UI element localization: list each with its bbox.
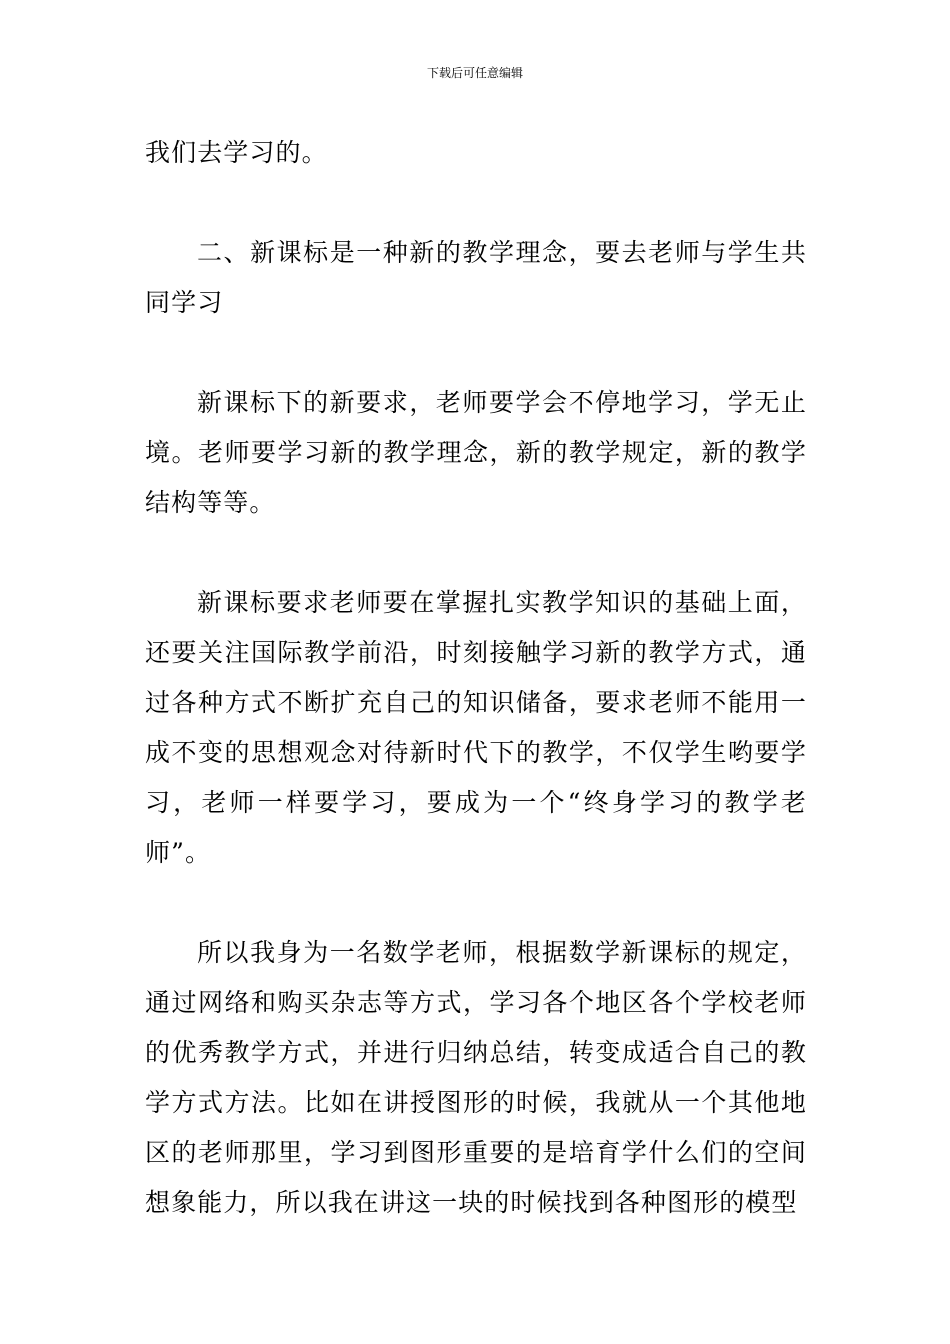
paragraph-continuation: 我们去学习的。	[145, 138, 328, 167]
paragraph: 所以我身为一名数学老师，根据数学新课标的规定，通过网络和购买杂志等方式，学习各个地区各个学校老师的优秀教学方式，并进行归纳总结，转变成适合自己的教学方式方法。比如在讲授图形的时候，我就从一个其他地区的老师那里，学习到图形重要的是培育学什么们的空间想象能力，所以我在讲这一块的时候找到各种图形的模型	[145, 938, 807, 1217]
page-header-note: 下载后可任意编辑	[426, 66, 523, 80]
paragraph: 新课标要求老师要在掌握扎实教学知识的基础上面，还要关注国际教学前沿，时刻接触学习新的教学方式，通过各种方式不断扩充自己的知识储备，要求老师不能用一成不变的思想观念对待新时代下的教学，不仅学生哟要学习，老师一样要学习，要成为一个“终身学习的教学老师”。	[145, 588, 807, 867]
document-body	[145, 128, 807, 1228]
paragraph: 新课标下的新要求，老师要学会不停地学习，学无止境。老师要学习新的教学理念，新的教学规定，新的教学结构等等。	[145, 388, 807, 517]
section-heading: 二、新课标是一种新的教学理念，要去老师与学生共同学习	[145, 238, 807, 317]
